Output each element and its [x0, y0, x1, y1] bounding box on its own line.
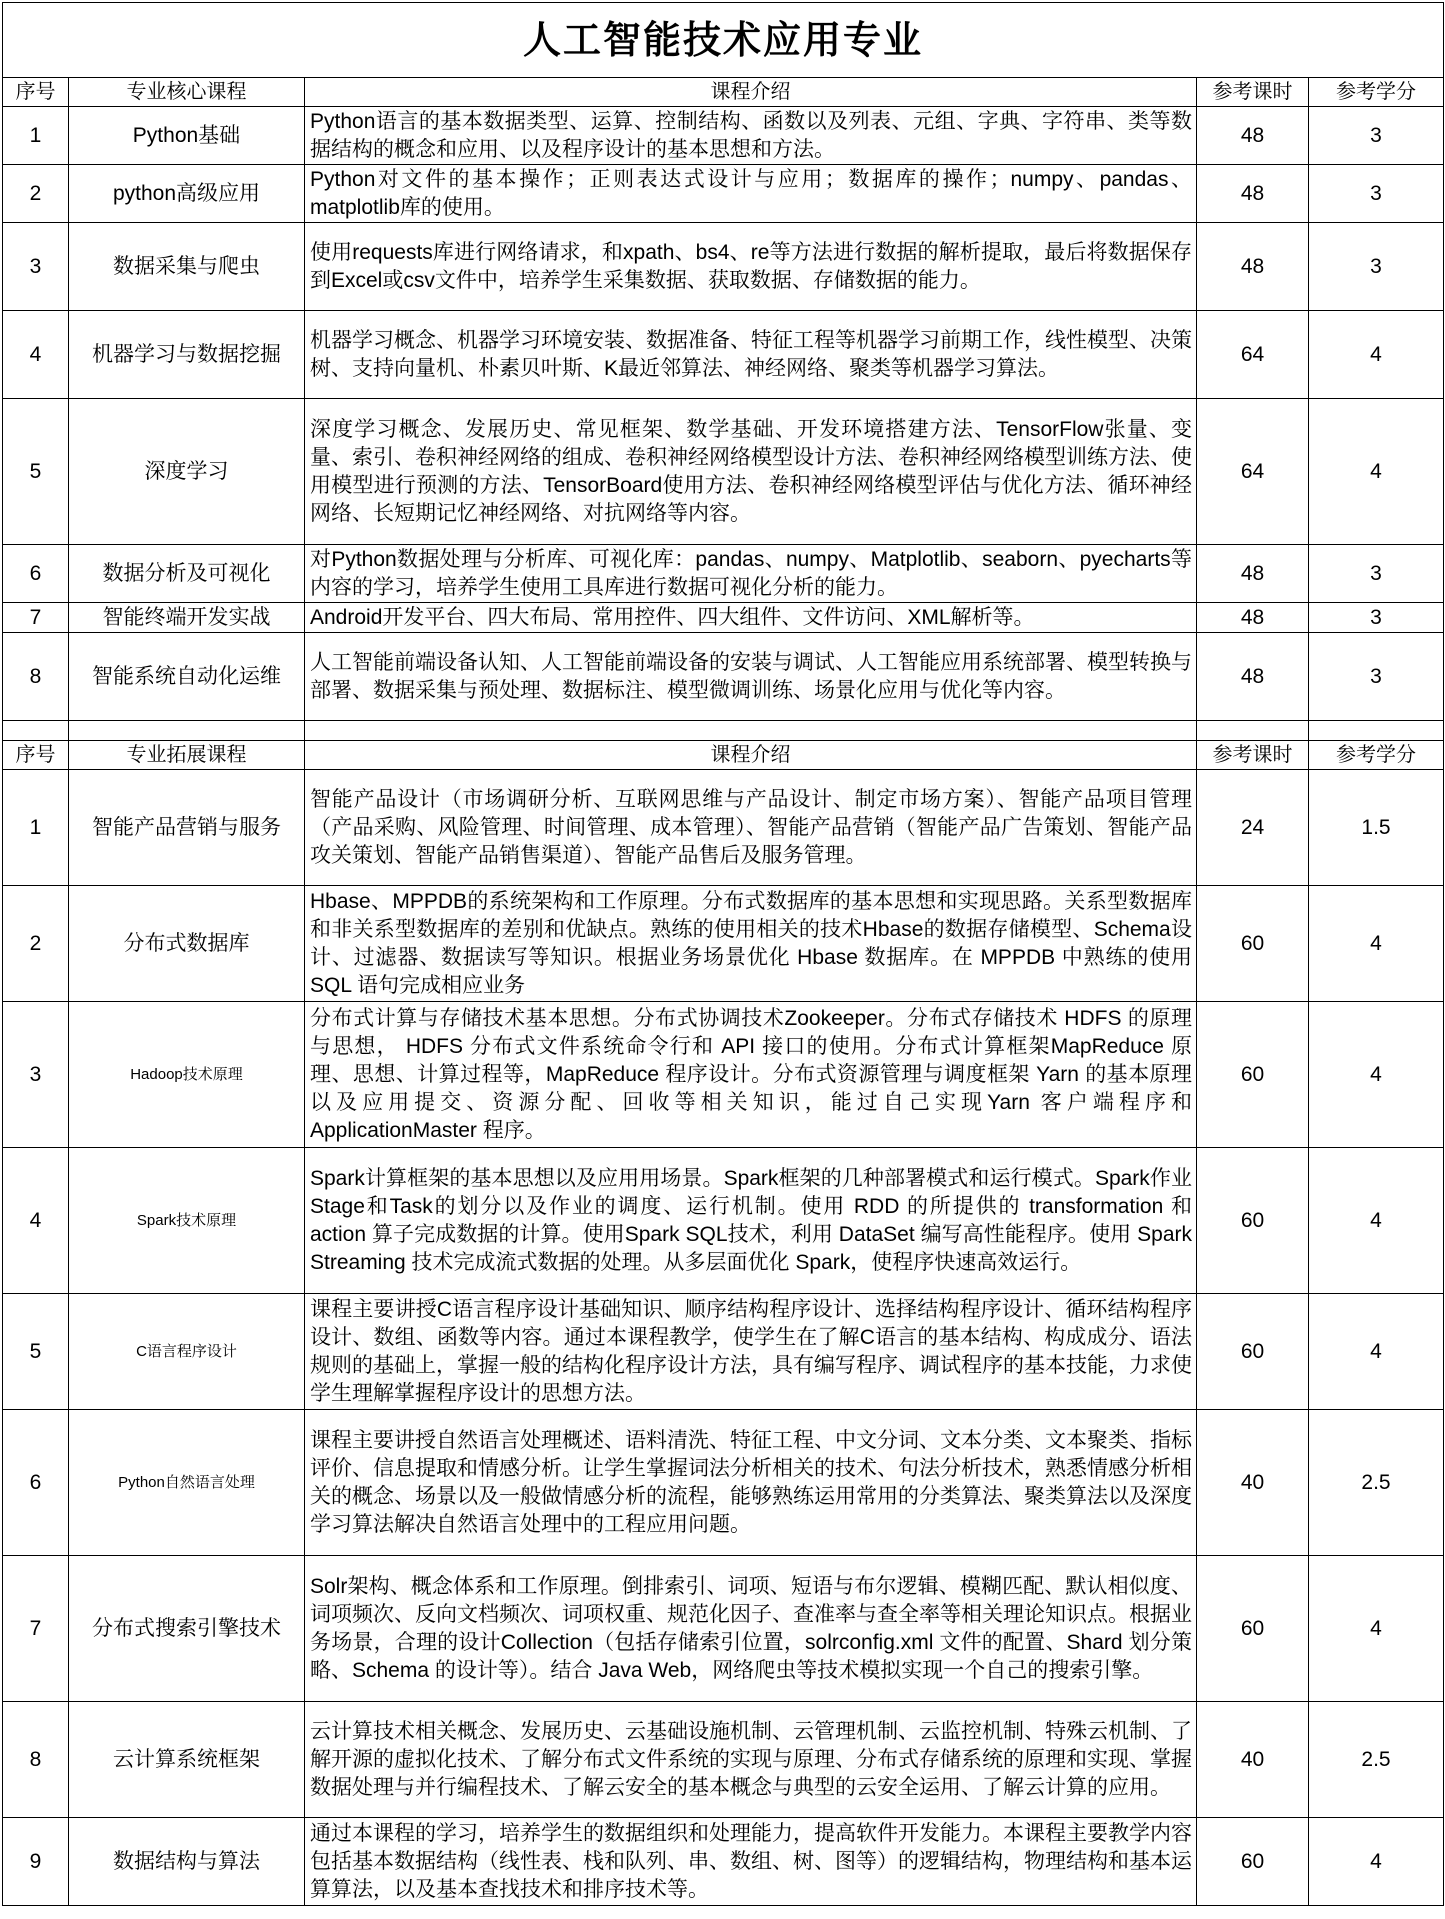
course-credits: 2.5 [1309, 1702, 1444, 1818]
course-hours: 48 [1197, 107, 1309, 165]
course-hours: 60 [1197, 1002, 1309, 1148]
course-name: 深度学习 [69, 399, 305, 545]
core-header-row [3, 78, 1444, 107]
course-hours: 40 [1197, 1702, 1309, 1818]
row-no: 1 [3, 107, 69, 165]
course-name: 分布式数据库 [69, 886, 305, 1002]
course-name: Hadoop技术原理 [69, 1002, 305, 1148]
course-credits: 4 [1309, 1148, 1444, 1294]
course-hours: 64 [1197, 311, 1309, 399]
course-name: C语言程序设计 [69, 1294, 305, 1410]
row-no: 5 [3, 1294, 69, 1410]
course-desc: Hbase、MPPDB的系统架构和工作原理。分布式数据库的基本思想和实现思路。关系型数据库和非关系型数据库的差别和优缺点。熟练的使用相关的技术Hbase的数据存储模型、Schema设计、过滤器、数据读写等知识。根据业务场景优化 Hbase 数据库。在 MPPDB 中熟练的使用 SQL 语句完成相应业务 [305, 886, 1197, 1002]
row-no: 1 [3, 770, 69, 886]
table-row [3, 1702, 1444, 1818]
course-desc: Spark计算框架的基本思想以及应用用场景。Spark框架的几种部署模式和运行模式。Spark作业Stage和Task的划分以及作业的调度、运行机制。使用 RDD 的所提供的 transformation 和 action 算子完成数据的计算。使用Spark SQL技术，利用 DataSet 编写高性能程序。使用 Spark Streaming 技术完成流式数据的处理。从多层面优化 Spark，使程序快速高效运行。 [305, 1148, 1197, 1294]
header-hours: 参考课时 [1197, 78, 1309, 107]
table-row [3, 311, 1444, 399]
course-desc: Solr架构、概念体系和工作原理。倒排索引、词项、短语与布尔逻辑、模糊匹配、默认相似度、词项频次、反向文档频次、词项权重、规范化因子、查准率与查全率等相关理论知识点。根据业务场景，合理的设计Collection（包括存储索引位置，solrconfig.xml 文件的配置、Shard 划分策略、Schema 的设计等）。结合 Java Web，网络爬虫等技术模拟实现一个自己的搜索引擎。 [305, 1556, 1197, 1702]
header-no: 序号 [3, 78, 69, 107]
table-row [3, 223, 1444, 311]
course-desc: Python语言的基本数据类型、运算、控制结构、函数以及列表、元组、字典、字符串、类等数据结构的概念和应用、以及程序设计的基本思想和方法。 [305, 107, 1197, 165]
course-credits: 3 [1309, 603, 1444, 633]
table-row [3, 1148, 1444, 1294]
row-no: 4 [3, 311, 69, 399]
course-name: Python自然语言处理 [69, 1410, 305, 1556]
course-hours: 48 [1197, 633, 1309, 721]
table-row [3, 1818, 1444, 1906]
course-name: 机器学习与数据挖掘 [69, 311, 305, 399]
table-row [3, 1002, 1444, 1148]
row-no: 3 [3, 223, 69, 311]
course-hours: 48 [1197, 165, 1309, 223]
row-no: 2 [3, 886, 69, 1002]
course-hours: 48 [1197, 545, 1309, 603]
course-credits: 4 [1309, 1818, 1444, 1906]
row-no: 2 [3, 165, 69, 223]
course-hours: 24 [1197, 770, 1309, 886]
course-credits: 4 [1309, 886, 1444, 1002]
course-desc: 智能产品设计（市场调研分析、互联网思维与产品设计、制定市场方案）、智能产品项目管理（产品采购、风险管理、时间管理、成本管理）、智能产品营销（智能产品广告策划、智能产品攻关策划、智能产品销售渠道）、智能产品售后及服务管理。 [305, 770, 1197, 886]
course-desc: 使用requests库进行网络请求，和xpath、bs4、re等方法进行数据的解析提取，最后将数据保存到Excel或csv文件中，培养学生采集数据、获取数据、存储数据的能力。 [305, 223, 1197, 311]
table-row [3, 1410, 1444, 1556]
header-no: 序号 [3, 741, 69, 770]
course-name: Spark技术原理 [69, 1148, 305, 1294]
table-row [3, 399, 1444, 545]
course-name: 智能产品营销与服务 [69, 770, 305, 886]
course-hours: 60 [1197, 1148, 1309, 1294]
header-credits: 参考学分 [1309, 78, 1444, 107]
course-name: 数据采集与爬虫 [69, 223, 305, 311]
curriculum-table [2, 2, 1444, 1906]
course-credits: 3 [1309, 165, 1444, 223]
course-credits: 4 [1309, 1002, 1444, 1148]
spacer-row [3, 721, 1444, 741]
course-name: 数据分析及可视化 [69, 545, 305, 603]
course-name: 分布式搜索引擎技术 [69, 1556, 305, 1702]
course-name: 智能终端开发实战 [69, 603, 305, 633]
course-credits: 1.5 [1309, 770, 1444, 886]
course-hours: 60 [1197, 1294, 1309, 1410]
course-desc: 机器学习概念、机器学习环境安装、数据准备、特征工程等机器学习前期工作，线性模型、决策树、支持向量机、朴素贝叶斯、K最近邻算法、神经网络、聚类等机器学习算法。 [305, 311, 1197, 399]
header-core-course: 专业核心课程 [69, 78, 305, 107]
course-name: 智能系统自动化运维 [69, 633, 305, 721]
table-row [3, 107, 1444, 165]
table-row [3, 1294, 1444, 1410]
course-name: 数据结构与算法 [69, 1818, 305, 1906]
course-desc: 分布式计算与存储技术基本思想。分布式协调技术Zookeeper。分布式存储技术 HDFS 的原理与思想， HDFS 分布式文件系统命令行和 API 接口的使用。分布式计算框架MapReduce 原理、思想、计算过程等，MapReduce 程序设计。分布式资源管理与调度框架 Yarn 的基本原理以及应用提交、资源分配、回收等相关知识，能过自己实现Yarn 客户端程序和 ApplicationMaster 程序。 [305, 1002, 1197, 1148]
course-hours: 64 [1197, 399, 1309, 545]
curriculum-sheet [2, 2, 1443, 1906]
table-row [3, 886, 1444, 1002]
course-credits: 4 [1309, 1294, 1444, 1410]
header-desc: 课程介绍 [305, 741, 1197, 770]
course-hours: 48 [1197, 223, 1309, 311]
course-hours: 48 [1197, 603, 1309, 633]
course-credits: 3 [1309, 545, 1444, 603]
course-credits: 3 [1309, 633, 1444, 721]
course-desc: 云计算技术相关概念、发展历史、云基础设施机制、云管理机制、云监控机制、特殊云机制、了解开源的虚拟化技术、了解分布式文件系统的实现与原理、分布式存储系统的原理和实现、掌握数据处理与并行编程技术、了解云安全的基本概念与典型的云安全运用、了解云计算的应用。 [305, 1702, 1197, 1818]
course-desc: 课程主要讲授C语言程序设计基础知识、顺序结构程序设计、选择结构程序设计、循环结构程序设计、数组、函数等内容。通过本课程教学，使学生在了解C语言的基本结构、构成成分、语法规则的基础上，掌握一般的结构化程序设计方法，具有编写程序、调试程序的基本技能，力求使学生理解掌握程序设计的思想方法。 [305, 1294, 1197, 1410]
course-hours: 60 [1197, 1818, 1309, 1906]
course-name: python高级应用 [69, 165, 305, 223]
course-hours: 40 [1197, 1410, 1309, 1556]
table-row [3, 165, 1444, 223]
course-hours: 60 [1197, 1556, 1309, 1702]
row-no: 7 [3, 603, 69, 633]
course-desc: 深度学习概念、发展历史、常见框架、数学基础、开发环境搭建方法、TensorFlow张量、变量、索引、卷积神经网络的组成、卷积神经网络模型设计方法、卷积神经网络模型训练方法、使用模型进行预测的方法、TensorBoard使用方法、卷积神经网络模型评估与优化方法、循环神经网络、长短期记忆神经网络、对抗网络等内容。 [305, 399, 1197, 545]
course-credits: 3 [1309, 107, 1444, 165]
course-credits: 4 [1309, 311, 1444, 399]
row-no: 6 [3, 545, 69, 603]
course-credits: 3 [1309, 223, 1444, 311]
header-hours: 参考课时 [1197, 741, 1309, 770]
course-desc: 对Python数据处理与分析库、可视化库：pandas、numpy、Matplotlib、seaborn、pyecharts等内容的学习，培养学生使用工具库进行数据可视化分析的能力。 [305, 545, 1197, 603]
row-no: 7 [3, 1556, 69, 1702]
row-no: 3 [3, 1002, 69, 1148]
table-row [3, 633, 1444, 721]
table-row [3, 603, 1444, 633]
table-row [3, 770, 1444, 886]
row-no: 4 [3, 1148, 69, 1294]
table-row [3, 545, 1444, 603]
course-desc: 人工智能前端设备认知、人工智能前端设备的安装与调试、人工智能应用系统部署、模型转换与部署、数据采集与预处理、数据标注、模型微调训练、场景化应用与优化等内容。 [305, 633, 1197, 721]
table-row [3, 1556, 1444, 1702]
page-title: 人工智能技术应用专业 [3, 3, 1444, 78]
course-name: Python基础 [69, 107, 305, 165]
course-name: 云计算系统框架 [69, 1702, 305, 1818]
row-no: 8 [3, 1702, 69, 1818]
row-no: 5 [3, 399, 69, 545]
course-desc: Android开发平台、四大布局、常用控件、四大组件、文件访问、XML解析等。 [305, 603, 1197, 633]
course-desc: Python对文件的基本操作；正则表达式设计与应用；数据库的操作；numpy、pandas、matplotlib库的使用。 [305, 165, 1197, 223]
course-credits: 4 [1309, 1556, 1444, 1702]
header-ext-course: 专业拓展课程 [69, 741, 305, 770]
ext-header-row [3, 741, 1444, 770]
row-no: 8 [3, 633, 69, 721]
course-credits: 2.5 [1309, 1410, 1444, 1556]
row-no: 9 [3, 1818, 69, 1906]
course-hours: 60 [1197, 886, 1309, 1002]
row-no: 6 [3, 1410, 69, 1556]
course-desc: 通过本课程的学习，培养学生的数据组织和处理能力，提高软件开发能力。本课程主要教学内容包括基本数据结构（线性表、栈和队列、串、数组、树、图等）的逻辑结构，物理结构和基本运算算法，以及基本查找技术和排序技术等。 [305, 1818, 1197, 1906]
header-credits: 参考学分 [1309, 741, 1444, 770]
course-desc: 课程主要讲授自然语言处理概述、语料清洗、特征工程、中文分词、文本分类、文本聚类、指标评价、信息提取和情感分析。让学生掌握词法分析相关的技术、句法分析技术，熟悉情感分析相关的概念、场景以及一般做情感分析的流程，能够熟练运用常用的分类算法、聚类算法以及深度学习算法解决自然语言处理中的工程应用问题。 [305, 1410, 1197, 1556]
header-desc: 课程介绍 [305, 78, 1197, 107]
course-credits: 4 [1309, 399, 1444, 545]
